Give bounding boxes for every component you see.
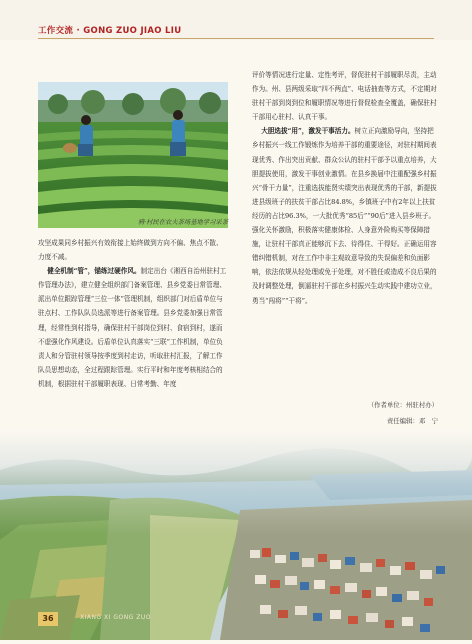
right-column [252, 68, 438, 308]
left-paragraph-1: 攻坚成果同乡村振兴有效衔接上始终做到方向不偏、焦点不散、力度不减。 [38, 239, 223, 262]
tea-field-illustration [38, 82, 228, 228]
left-paragraph-2 [38, 264, 228, 391]
header-rule [38, 38, 434, 39]
section-separator: · [76, 26, 80, 36]
photo-caption: 鸦·村民在农夫茶场基地学习采茶 [137, 219, 228, 226]
tea-field-photo [38, 82, 228, 228]
section-pinyin: GONG ZUO JIAO LIU [83, 26, 182, 36]
right-paragraph-2-body: 树立正向激励导向，坚持把乡村振兴一线工作锻炼作为培养干部的重要途径，对驻村期间表现优秀、作出突出贡献、群众公认的驻村干部予以重点培养，大胆提拔使用，激发干事创业激情。在县乡换届中注重配强乡村振兴“骨干力量”，注重选拔能贤实绩突出表现优秀的干部，新提拔进县级班子的扶贫干部占比84.8%，乡镇班子中有2年以上扶贫经历的占比96.3%，一大批优秀“85后”“90后”进入县乡班子。强化关怀激励，积极落实健康体检、人身意外险购买等保障措施，让驻村干部真正能够沉下去、待得住、干得好。正确运用容错纠错机制，对在工作中非主观故意导致的失误偏差和负面影响，依法依规从轻处理或免于处理，对不胜任或造成不良后果的及时调整处理，倒逼驻村干部在乡村振兴生动实践中建功立业，勇当“闯将”“干将”。 [252, 127, 437, 305]
page-header [0, 0, 472, 40]
author-affiliation: （作者单位：州驻村办） [367, 401, 438, 409]
left-column [38, 236, 228, 391]
village-landscape-photo [0, 430, 472, 640]
right-paragraph-1: 评价等情况进行定量、定性考评，督促驻村干部履职尽责，主动作为。州、县两级采取“四不两直”、电话抽查等方式，不定期对驻村干部到岗到位和履职情况等进行督促检查全覆盖，确保驻村干部用心驻村、认真干事。 [252, 71, 437, 122]
responsible-editor: 责任编辑：邓 宁 [386, 417, 438, 425]
left-paragraph-2-heading: 健全机制“管”，锚练过硬作风。 [47, 267, 141, 276]
magazine-name: XIANG XI GONG ZUO [80, 614, 151, 621]
section-name: 工作交流 [38, 26, 74, 36]
village-landscape-illustration [0, 430, 472, 640]
right-paragraph-2 [252, 124, 438, 307]
right-paragraph-2-heading: 大胆选拔“用”，激发干事活力。 [261, 127, 355, 136]
left-paragraph-2-body: 制定出台《湘西自治州驻村工作管理办法》，建立健全组织部门备案管理、县乡党委日常管理、派出单位跟踪管理“三位一体”管理机制，组织部门对后盾单位与驻点村、工作队队员选派等进行备案管理。县乡党委加强日常管理，经常性到村指导，确保驻村干部岗位到村、食宿到村，遂而不虚强化作风建设。后盾单位认真落实“三联”工作机制，单位负责人和分管驻村领导按季度到村走访，听取驻村汇报，了解工作队员思想动态，全过程跟踪管理。实行平时和年度考核相结合的机制，根据驻村干部履职表现、日常考勤、年度 [38, 267, 227, 388]
section-title [38, 24, 181, 36]
page-number: 36 [38, 612, 58, 626]
